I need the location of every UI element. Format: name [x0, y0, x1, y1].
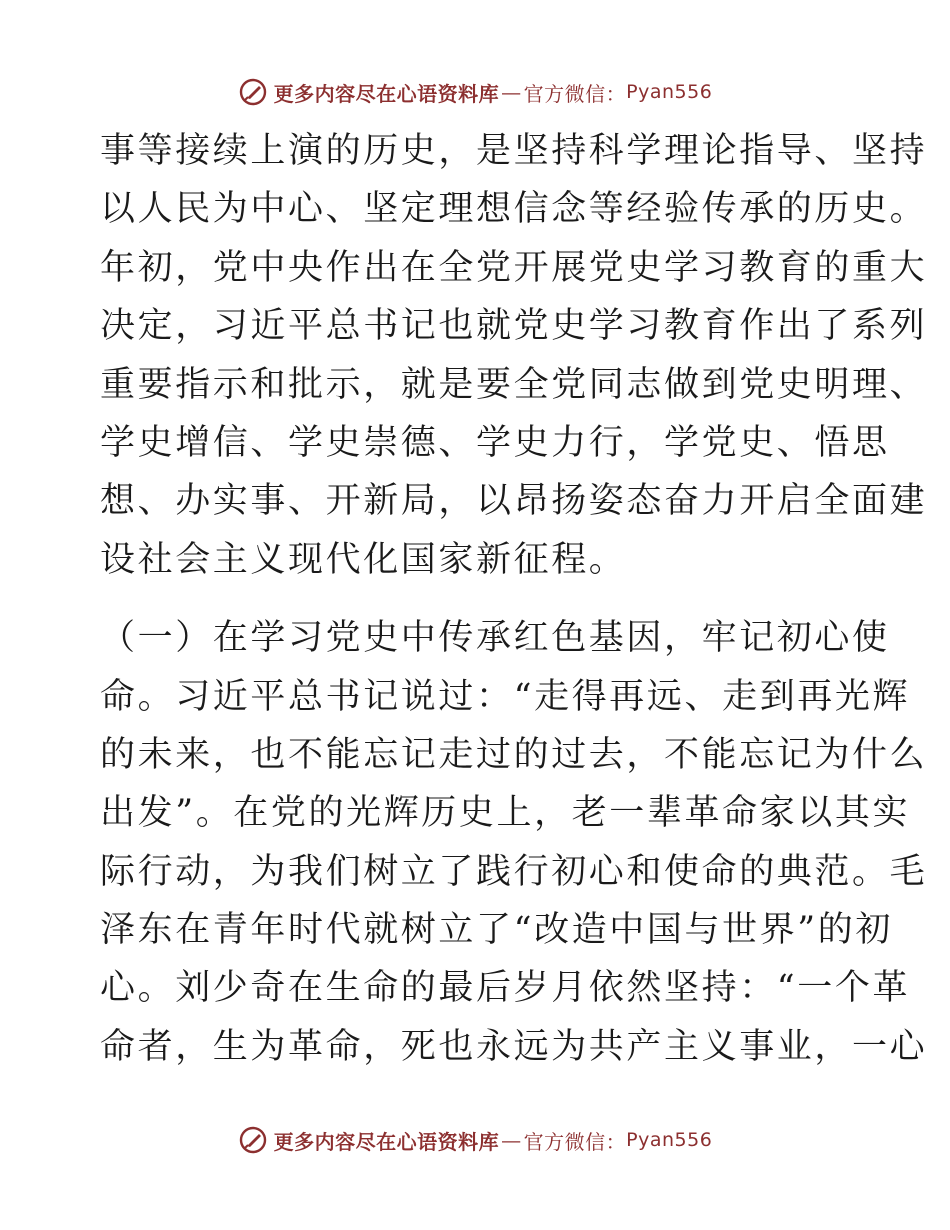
text-line: 出发”。在党的光辉历史上，老一辈革命家以其实	[100, 793, 911, 834]
quill-logo-icon	[238, 77, 268, 107]
text-line: 的未来，也不能忘记走过的过去，不能忘记为什么	[100, 734, 928, 775]
paragraph	[100, 609, 928, 1076]
text-line: 学史增信、学史崇德、学史力行，学党史、悟思	[100, 422, 890, 463]
header-watermark	[0, 72, 950, 112]
text-line: 际行动，为我们树立了践行初心和使命的典范。毛	[100, 851, 928, 892]
text-line: 泽东在青年时代就树立了“改造中国与世界”的初	[100, 910, 893, 951]
text-line: 重要指示和批示，就是要全党同志做到党史明理、	[100, 364, 928, 405]
watermark-wechat-label: 官方微信：	[523, 1129, 627, 1154]
document-body	[100, 122, 928, 1076]
text-line: 命者，生为革命，死也永远为共产主义事业，一心	[100, 1026, 928, 1067]
paragraph-spacer	[100, 589, 855, 609]
text-line: 设社会主义现代化国家新征程。	[100, 539, 627, 580]
quill-logo-icon	[238, 1125, 268, 1155]
watermark-separator: —	[501, 1128, 522, 1152]
watermark-text: 更多内容尽在心语资料库	[273, 1129, 500, 1154]
text-line: 事等接续上演的历史，是坚持科学理论指导、坚持	[100, 131, 928, 171]
watermark-wechat-id: Pyan556	[626, 1129, 713, 1151]
watermark-separator: —	[501, 80, 522, 104]
text-line: 以人民为中心、坚定理想信念等经验传承的历史。	[100, 189, 928, 230]
footer-watermark	[0, 1120, 950, 1160]
watermark-text: 更多内容尽在心语资料库	[273, 81, 500, 106]
text-line: 心。刘少奇在生命的最后岁月依然坚持：“一个革	[100, 968, 911, 1009]
watermark-wechat-label: 官方微信：	[523, 81, 627, 106]
paragraph	[100, 122, 928, 589]
text-line: 命。习近平总书记说过：“走得再远、走到再光辉	[100, 676, 911, 717]
text-line: 想、办实事、开新局，以昂扬姿态奋力开启全面建	[100, 481, 928, 522]
watermark-wechat-id: Pyan556	[626, 81, 713, 103]
text-line: 年初，党中央作出在全党开展党史学习教育的重大	[100, 247, 928, 288]
text-line: 决定，习近平总书记也就党史学习教育作出了系列	[100, 306, 928, 347]
text-line: （一）在学习党史中传承红色基因，牢记初心使	[100, 618, 890, 659]
